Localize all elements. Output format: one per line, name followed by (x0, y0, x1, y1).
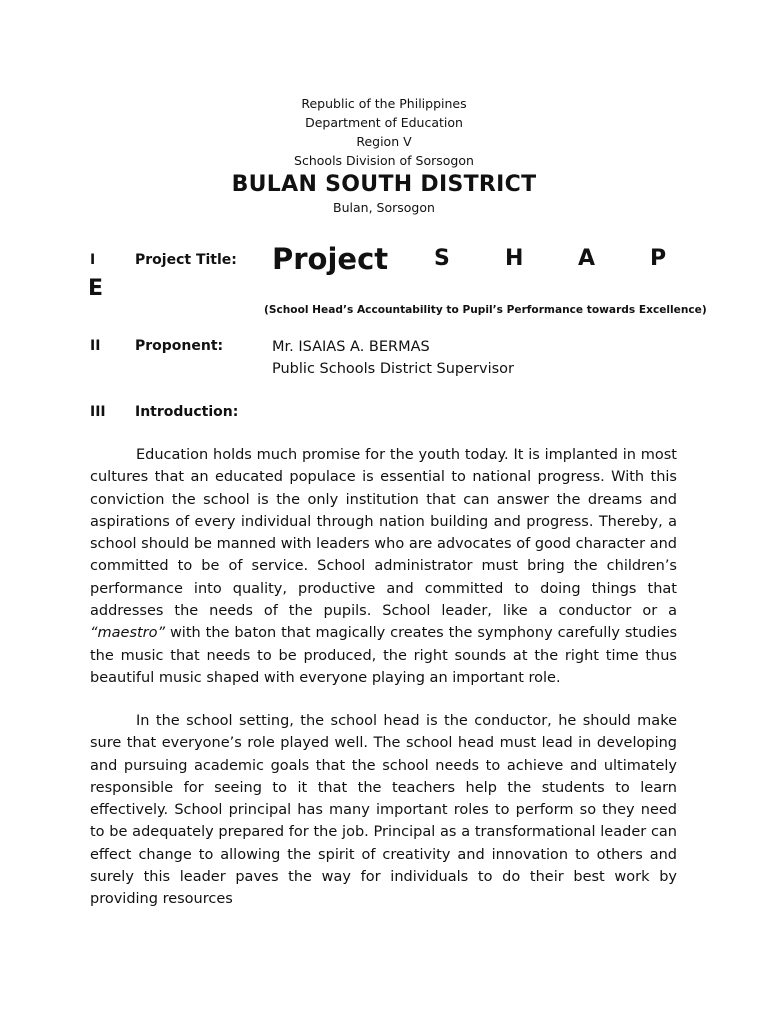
proponent-position: Public Schools District Supervisor (272, 361, 514, 377)
letterhead (0, 94, 768, 217)
acronym-letter-s: S (434, 246, 450, 271)
project-subtitle: (School Head’s Accountability to Pupil’s Performance towards Excellence) (264, 304, 707, 316)
project-title-word: Project (272, 242, 389, 276)
proponent-name: Mr. ISAIAS A. BERMAS (272, 339, 430, 355)
section-number: III (90, 404, 106, 420)
maestro-term: “maestro” (90, 625, 166, 642)
district-title: BULAN SOUTH DISTRICT (231, 172, 537, 197)
intro-paragraph-2 (90, 710, 677, 911)
section-number: II (90, 338, 101, 354)
section-label: Proponent: (135, 338, 224, 354)
paragraph-text: with the baton that magically creates the symphony carefully studies the music that needs to be produced, the right sounds at the right time thus beautiful music shaped with everyone playing an important role. (90, 625, 677, 686)
paragraph-text: Education holds much promise for the youth today. It is implanted in most cultures that an educated populace is essential to national progress. With this conviction the school is the only institution that can answer the dreams and aspirations of every individual through nation building and progress. Thereby, a school should be manned with leaders who are advocates of good character and committed to be of service. School administrator must bring the children’s performance into quality, productive and committed to doing things that addresses the needs of the pupils. School leader, like a conductor or a (90, 447, 677, 620)
acronym-letter-p: P (650, 246, 667, 271)
district-town: Bulan, Sorsogon (333, 200, 435, 215)
header-line-division: Schools Division of Sorsogon (294, 153, 474, 168)
paragraph-text: In the school setting, the school head is the conductor, he should make sure that everyone’s role played well. The school head must lead in developing and pursuing academic goals that the school needs to achieve and ultimately responsible for seeing to it that the teachers help the students to learn effectively. School principal has many important roles to perform so they need to be adequately prepared for the job. Principal as a transformational leader can effect change to allowing the spirit of creativity and innovation to others and surely this leader paves the way for individuals to do their best work by providing resources (90, 713, 677, 908)
section-label: Project Title: (135, 252, 237, 268)
acronym-letter-h: H (505, 246, 524, 271)
header-line-republic: Republic of the Philippines (301, 96, 467, 111)
proponent-block (272, 336, 514, 380)
acronym-letter-e: E (88, 276, 104, 301)
acronym-letter-a: A (578, 246, 596, 271)
header-line-department: Department of Education (305, 115, 463, 130)
section-number: I (90, 252, 96, 268)
header-line-region: Region V (356, 134, 412, 149)
intro-paragraph-1 (90, 444, 677, 689)
section-label: Introduction: (135, 404, 239, 420)
